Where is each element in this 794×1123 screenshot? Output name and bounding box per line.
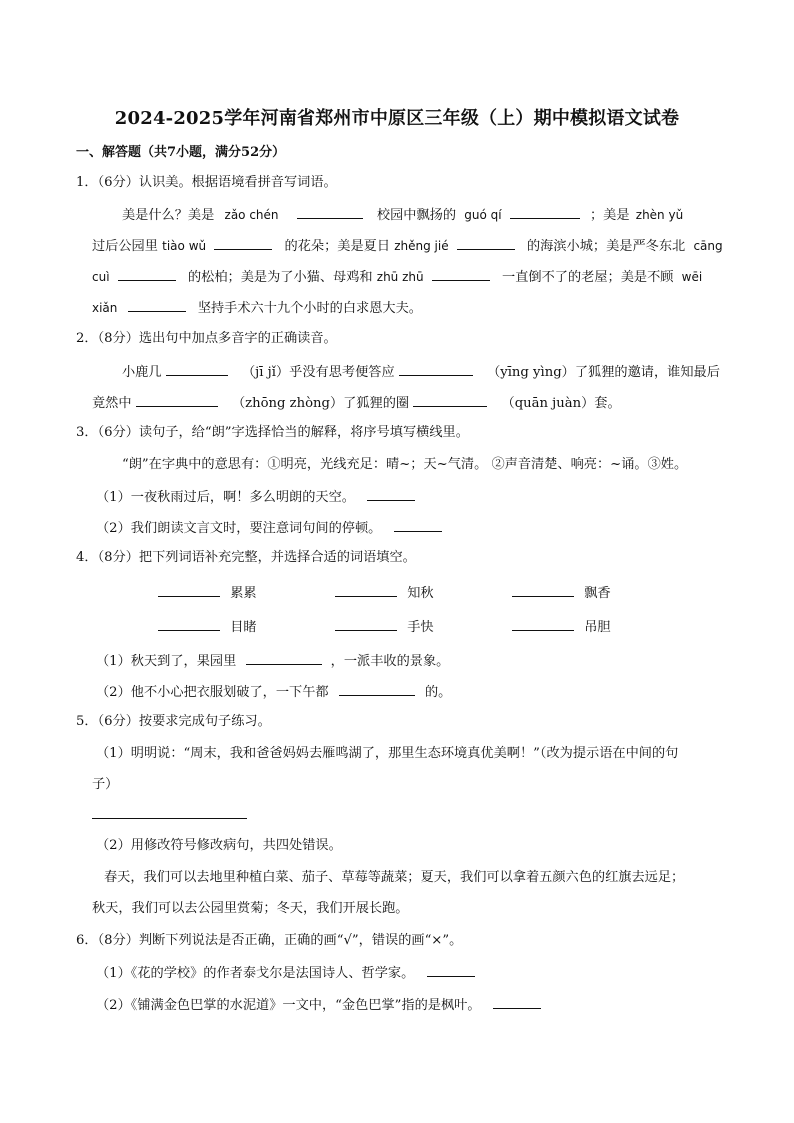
q2-text: （jī jǐ）乎没有思考便答应 — [241, 365, 395, 380]
answer-blank[interactable] — [166, 361, 228, 376]
q1-para-line4 — [92, 297, 422, 319]
q3-item-2 — [96, 517, 442, 539]
answer-blank[interactable] — [335, 582, 397, 597]
answer-blank[interactable] — [413, 392, 487, 407]
idiom-part: 飘香 — [584, 586, 611, 601]
q1-text: 美是什么？美是 — [122, 208, 215, 223]
q1-text: 的海滨小城；美是严冬东北 — [527, 239, 686, 254]
q4-heading: 4．（8分）把下列词语补充完整，并选择合适的词语填空。 — [76, 550, 416, 565]
q6-heading: 6．（8分）判断下列说法是否正确，正确的画“√”，错误的画“×”。 — [76, 933, 463, 948]
idiom-part: 吊胆 — [584, 620, 611, 635]
pinyin: xiǎn — [92, 301, 118, 315]
q5-item-1-line1: （1）明明说：“周末，我和爸爸妈妈去雁鸣湖了，那里生态环境真优美啊！”（改为提示语在中间的句 — [96, 746, 679, 761]
q5-paragraph-line2: 秋天，我们可以去公园里赏菊；冬天，我们开展长跑。 — [92, 901, 409, 916]
q1-text: 一直倒不了的老屋；美是不顾 — [502, 270, 674, 285]
q3-text: （2）我们朗读文言文时，要注意词句间的停顿。 — [96, 521, 382, 536]
idiom-part: 知秋 — [407, 586, 434, 601]
q5-item-2: （2）用修改符号修改病句，共四处错误。 — [96, 838, 342, 853]
q6-item-2 — [96, 994, 541, 1016]
q4-word-2 — [335, 582, 434, 604]
q3-heading: 3．（6分）读句子，给“朗”字选择恰当的解释，将序号填写横线里。 — [76, 425, 469, 440]
q5-paragraph-line1: 春天，我们可以去地里种植白菜、茄子、草莓等蔬菜；夏天，我们可以拿着五颜六色的红旗去远足； — [104, 870, 685, 885]
pinyin: cāng — [693, 239, 723, 253]
q6-text: （2）《铺满金色巴掌的水泥道》一文中，“金色巴掌”指的是枫叶。 — [96, 998, 481, 1013]
pinyin: wēi — [681, 270, 703, 284]
q1-text: 过后公园里 — [92, 239, 158, 254]
idiom-part: 手快 — [407, 620, 434, 635]
answer-blank[interactable] — [427, 962, 475, 977]
q6-item-1 — [96, 962, 475, 984]
pinyin: guó qí — [464, 208, 502, 222]
answer-blank[interactable] — [457, 235, 515, 250]
q1-text: 的松柏；美是为了小猫、母鸡和 — [187, 270, 373, 285]
q3-item-1 — [96, 486, 415, 508]
q1-text: ；美是 — [590, 208, 630, 223]
answer-blank[interactable] — [339, 681, 415, 696]
q6-text: （1）《花的学校》的作者泰戈尔是法国诗人、哲学家。 — [96, 966, 415, 981]
answer-blank[interactable] — [512, 582, 574, 597]
q2-text: 小鹿几 — [122, 365, 162, 380]
answer-blank[interactable] — [246, 650, 322, 665]
q4-word-4 — [158, 616, 257, 638]
q1-para-line3 — [92, 266, 702, 288]
q1-para-line1 — [122, 204, 683, 226]
pinyin: zhū zhū — [376, 270, 424, 284]
answer-blank[interactable] — [136, 392, 218, 407]
q2-text: （zhōng zhòng）了狐狸的圈 — [231, 396, 410, 411]
q1-heading: 1．（6分）认识美。根据语境看拼音写词语。 — [76, 175, 337, 190]
answer-blank[interactable] — [118, 266, 176, 281]
answer-blank[interactable] — [394, 517, 442, 532]
q1-text: 的花朵；美是夏日 — [284, 239, 391, 254]
q4-word-6 — [512, 616, 611, 638]
pinyin: zhèn yǔ — [635, 208, 684, 222]
answer-blank[interactable] — [399, 361, 473, 376]
q4-word-5 — [335, 616, 434, 638]
q4-sentence-2 — [96, 681, 451, 703]
answer-blank[interactable] — [297, 204, 363, 219]
section-heading: 一、解答题（共7小题，满分52分） — [76, 145, 286, 160]
answer-blank[interactable] — [432, 266, 490, 281]
q2-text: （quān juàn）套。 — [501, 396, 621, 411]
q1-text: 坚持手术六十九个小时的白求恩大夫。 — [197, 301, 422, 316]
answer-blank[interactable] — [158, 582, 220, 597]
answer-blank[interactable] — [214, 235, 272, 250]
q4-word-1 — [158, 582, 257, 604]
pinyin: cuì — [92, 270, 110, 284]
answer-blank[interactable] — [512, 616, 574, 631]
idiom-part: 累累 — [230, 586, 257, 601]
answer-blank[interactable] — [158, 616, 220, 631]
exam-title: 2024-2025学年河南省郑州市中原区三年级（上）期中模拟语文试卷 — [114, 108, 680, 129]
q3-text: （1）一夜秋雨过后，啊！多么明朗的天空。 — [96, 490, 355, 505]
q3-definition: “朗”在字典中的意思有：①明亮，光线充足：晴~；天~气清。 ②声音清楚、响亮：~诵。③姓。 — [122, 457, 688, 472]
q4-text: （2）他不小心把衣服划破了，一下午都 — [96, 685, 329, 700]
q4-text: ，一派丰收的景象。 — [330, 654, 450, 669]
idiom-part: 目睹 — [230, 620, 257, 635]
q4-text: （1）秋天到了，果园里 — [96, 654, 237, 669]
q5-heading: 5．（6分）按要求完成句子练习。 — [76, 714, 271, 729]
answer-blank[interactable] — [335, 616, 397, 631]
q4-sentence-1 — [96, 650, 449, 672]
q4-text: 的。 — [424, 685, 452, 700]
q2-line1 — [122, 361, 720, 383]
q2-text: 竟然中 — [92, 396, 132, 411]
q2-text: （yīng yìng）了狐狸的邀请，谁知最后 — [487, 365, 720, 380]
q1-para-line2 — [92, 235, 723, 257]
q4-word-3 — [512, 582, 611, 604]
pinyin: tiào wǔ — [162, 239, 207, 253]
q2-line2 — [92, 392, 621, 414]
q1-text: 校园中飘扬的 — [376, 208, 457, 223]
answer-blank[interactable] — [128, 297, 186, 312]
pinyin: zǎo chén — [224, 208, 279, 222]
answer-blank[interactable] — [367, 486, 415, 501]
answer-blank[interactable] — [510, 204, 580, 219]
pinyin: zhěng jié — [394, 239, 449, 253]
q2-heading: 2．（8分）选出句中加点多音字的正确读音。 — [76, 331, 337, 346]
answer-blank[interactable] — [493, 994, 541, 1009]
answer-line[interactable] — [92, 818, 247, 819]
q5-item-1-line2: 子） — [92, 777, 119, 792]
